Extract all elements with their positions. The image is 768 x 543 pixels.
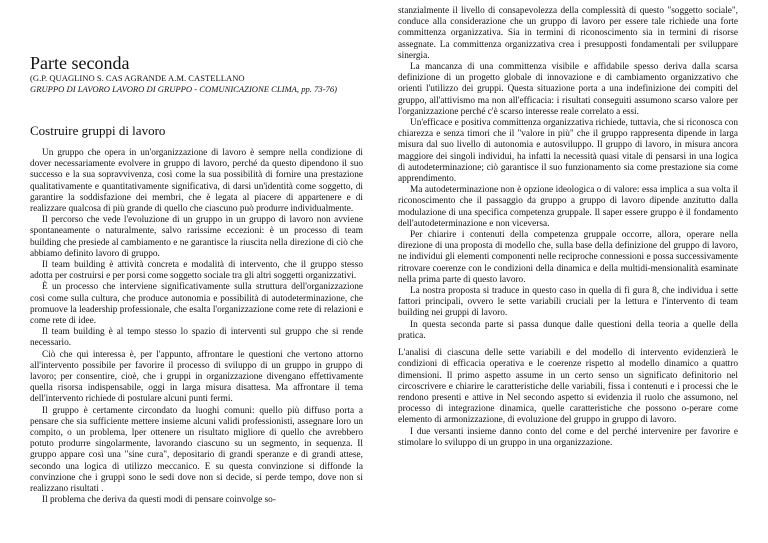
paragraph: Il team building è al tempo stesso lo spazio di interventi sul gruppo che si rende necessario. xyxy=(30,327,363,349)
paragraph: stanzialmente il livello di consapevolezza della complessità di questo "soggetto sociale", conduce alla considerazione che un gruppo di lavoro per essere tale richiede una forte committenza organizzativa. Sia in termini di riconoscimento sia in termini di risorse assegnate. La committenza organizzativa crea i presupposti fondamentali per sviluppare sinergia. xyxy=(398,6,738,61)
paragraph: I due versanti insieme danno conto del come e del perché intervenire per favorire e stimolare lo sviluppo di un gruppo in una organizzazione. xyxy=(398,426,738,448)
paragraph: La nostra proposta si traduce in questo caso in quella di fi gura 8, che individua i sette fattori principali, ovvero le sette variabili cruciali per la lettura e l'intervento di team building nei gruppi di lavoro. xyxy=(398,286,738,319)
section-heading: Costruire gruppi di lavoro xyxy=(30,123,166,138)
paragraph: Il team building è attività concreta e modalità di intervento, che il gruppo stesso adotta per costruirsi e per porsi come soggetto sociale tra gli altri soggetti organizzativi. xyxy=(30,260,363,282)
left-body xyxy=(30,148,363,507)
paragraph: Ma autodeterminazione non è opzione ideologica o di valore: essa implica a sua volta il riconoscimento che il passaggio da gruppo a gruppo di lavoro dipende anzitutto dalla modulazione di una specifica competenza gruppale. Il saper essere gruppo è il fondamento dell'autodeterminazione e non viceversa. xyxy=(398,185,738,229)
paragraph: Un'efficace e positiva committenza organizzativa richiede, tuttavia, che si riconosca con chiarezza e senza timori che il "valore in più" che il gruppo rappresenta dipende in larga misura dal suo livello di autonomia e autosviluppo. Il gruppo di lavoro, in misura ancora maggiore dei singoli individui, ha infatti la necessità quasi vitale di pensarsi in una logica di autodeterminazione; ciò garantisce il suo funzionamento sia come prestazione sia come apprendimento. xyxy=(398,118,738,185)
authors-line: (G.P. QUAGLINO S. CAS AGRANDE A.M. CASTELLANO xyxy=(30,73,245,83)
paragraph: È un processo che interviene significativamente sulla struttura dell'organizzazione così come sulla cultura, che produce autonomia e possibilità di autodeterminazione, che promuove la leadership professionale, che esalta l'organizzazione come rete di relazioni e come rete di idee. xyxy=(30,282,363,327)
paragraph: Un gruppo che opera in un'organizzazione di lavoro è sempre nella condizione di dover necessariamente evolvere in gruppo di lavoro, perché da questo dipendono il suo successo e la sua sopravvivenza, così come la sua possibilità di fornire una prestazione qualitativamente e quantitativamente significativa, di darsi un'identità come soggetto, di garantire la soddisfazione dei membri, che è legata al piacere di appartenere e di realizzare qualcosa di più grande di quello che ciascuno può produrre individualmente. xyxy=(30,148,363,215)
source-line: GRUPPO DI LAVORO LAVORO DI GRUPPO - COMUNICAZIONE CLIMA, pp. 73-76) xyxy=(30,84,338,94)
paragraph: Il percorso che vede l'evoluzione di un gruppo in un gruppo di lavoro non avviene spontaneamente o naturalmente, salvo rarissime eccezioni: è un processo di team building che presiede al cambiamento e ne garantisce la riuscita nella direzione di ciò che abbiamo definito lavoro di gruppo. xyxy=(30,215,363,259)
right-body xyxy=(398,6,738,449)
paragraph: In questa seconda parte si passa dunque dalle questioni della teoria a quelle della pratica. xyxy=(398,319,738,341)
paragraph: Per chiarire i contenuti della competenza gruppale occorre, allora, operare nella direzione di una proposta di modello che, sulla base della definizione del gruppo di lavoro, ne individui gli elementi componenti nelle reciproche connessioni e possa successivamente ritrovare coerenze con le condizioni della dinamica e della multidi-mensionalità esaminate nella prima parte di questo lavoro. xyxy=(398,230,738,285)
part-title: Parte seconda xyxy=(30,53,130,73)
paragraph: Il problema che deriva da questi modi di pensare coinvolge so- xyxy=(42,495,276,506)
paragraph: Il gruppo è certamente circondato da luoghi comuni: quello più diffuso porta a pensare che sia sufficiente mettere insieme alcuni validi professionisti, assegnare loro un compito, o un problema, lper ottenere un risultato migliore di quello che avrebbero potuto produrre singolarmente, lavorando ciascuno su un segmento, in sequenza. Il gruppo appare così una "sine cura", depositario di grandi speranze e di grandi attese, secondo una logica di utilizzo meccanico. E su questa convinzione si diffonde la convinzione che i gruppi sono le sedi dove non si decide, si perde tempo, dove non si realizzano risultati . xyxy=(30,405,363,495)
paragraph: La mancanza di una committenza visibile e affidabile spesso deriva dalla scarsa definizione di un progetto globale di innovazione e di cambiamento organizzativo che orienti l'utilizzo dei gruppi. Questa situazione porta a una indefinizione dei compiti del gruppo, all'attivismo ma non all'efficacia: i risultati conseguiti assumono scarso valore per l'organizzazione perché c'è scarso interesse reale correlato a essi. xyxy=(398,62,738,117)
paragraph: Ciò che qui interessa è, per l'appunto, affrontare le questioni che vertono attorno all'intervento possibile per favorire il processo di sviluppo di un gruppo in gruppo di lavoro; per consentire, cioè, che i gruppi in organizzazione divengano effettivamente quella risorsa indispensabile, oggi in larga misura disattesa. Ma affrontare il tema dell'intervento richiede di postulare alcuni punti fermi. xyxy=(30,349,363,405)
paragraph: L'analisi di ciascuna delle sette variabili e del modello di intervento evidenzierà le condizioni di efficacia operativa e le coerenze rispetto al modello dinamico a quattro dimensioni. Il primo aspetto assume in un certo senso un significato definitorio nel circoscrivere e chiarire le caratteristiche delle variabili, fissa i contenuti e i processi che le rendono presenti e attive in Nel secondo aspetto si evidenzia il ruolo che assumono, nel processo di integrazione dinamica, quelle caratteristiche che possono o-perare come elemento di armonizzazione, di evoluzione del gruppo in gruppo di lavoro. xyxy=(398,348,738,426)
